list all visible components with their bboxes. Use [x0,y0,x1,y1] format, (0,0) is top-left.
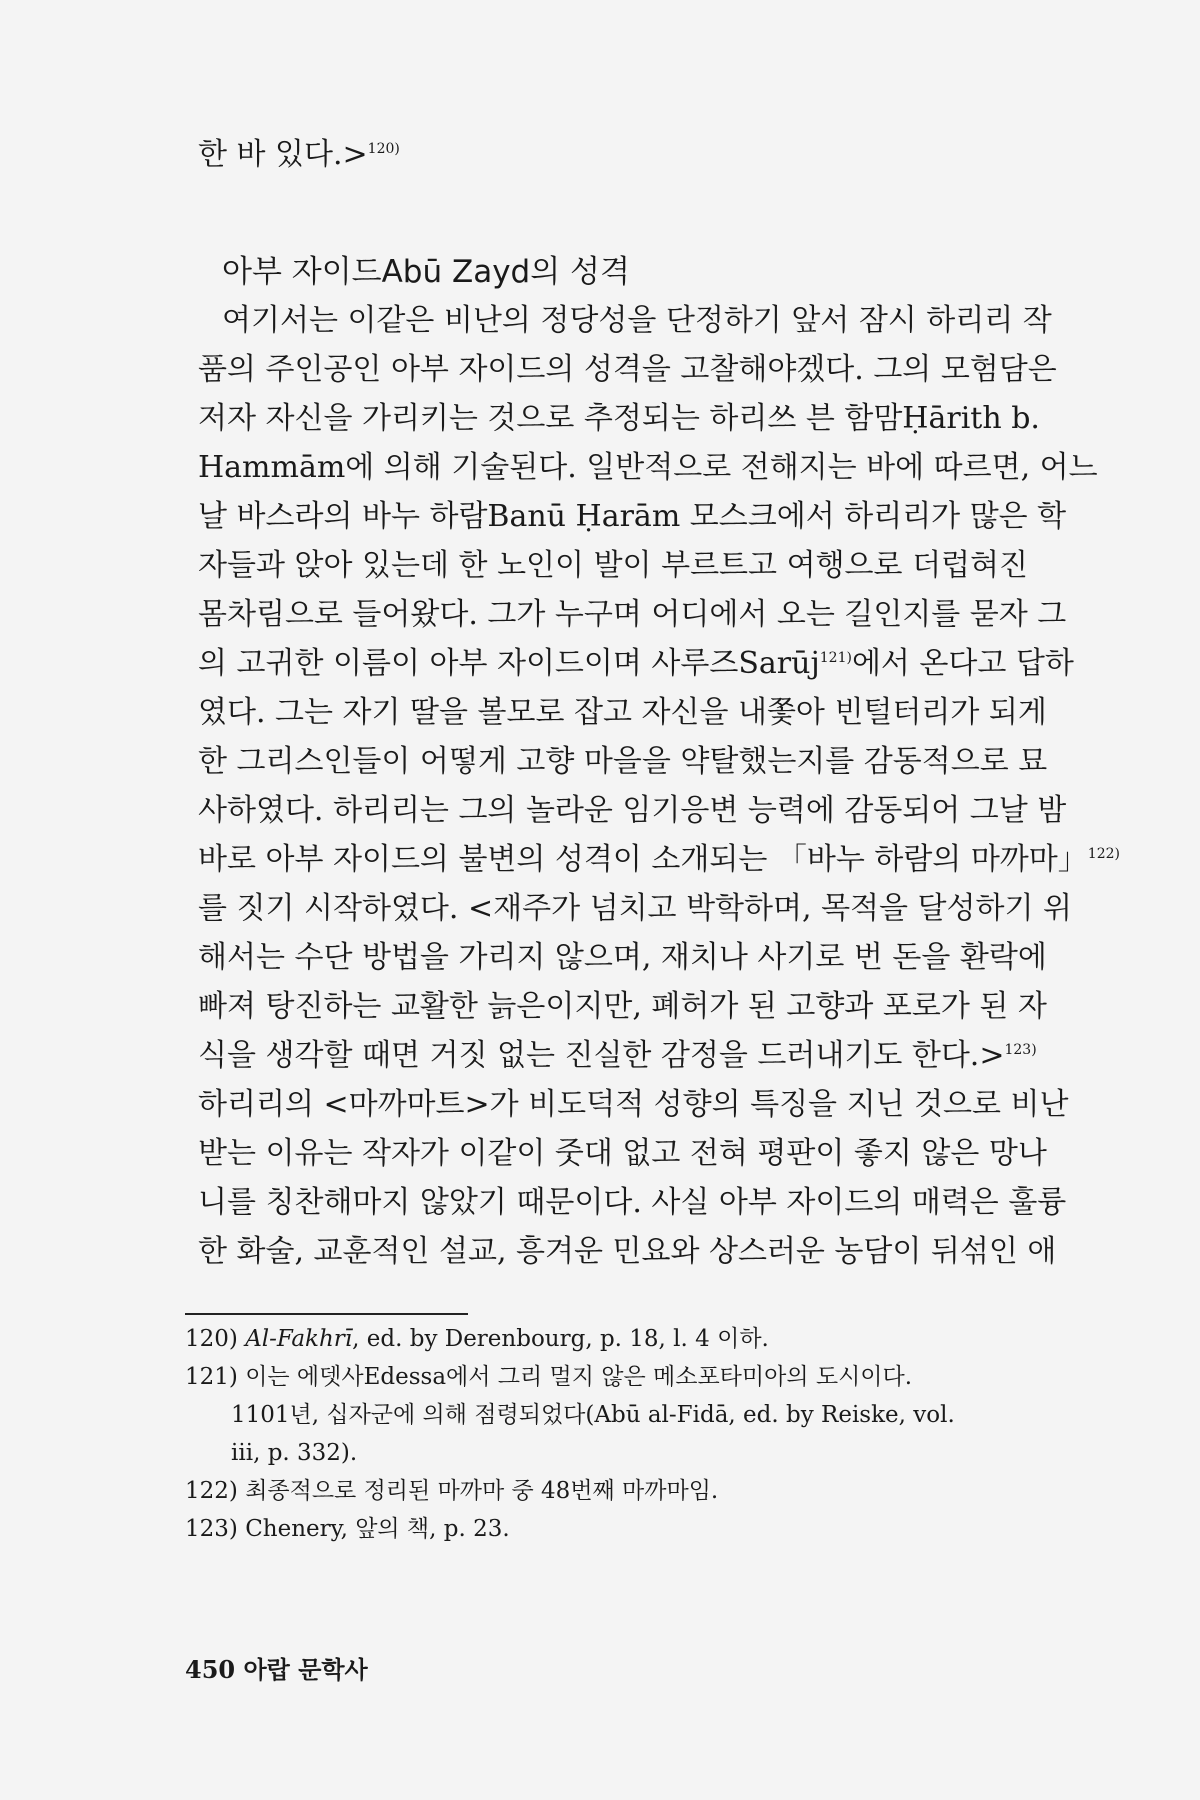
footnote-text: 이는 에뎃사Edessa에서 그리 멀지 않은 메소포타미아의 도시이다. [245,1364,913,1390]
paragraph-line: 날 바스라의 바누 하람Banū Ḥarām 모스크에서 하리리가 많은 학 [198,499,1067,534]
footnote-ref-121: 121) [819,650,852,666]
paragraph-line-text: 식을 생각할 때면 거짓 없는 진실한 감정을 드러내기도 한다.> [198,1038,1005,1073]
paragraph-line: 해서는 수단 방법을 가리지 않으며, 재치나 사기로 번 돈을 환락에 [198,940,1047,975]
running-title: 아랍 문학사 [243,1655,368,1684]
footnote-121 [185,1358,1030,1396]
footnote-title: Al-Fakhrī [245,1326,353,1352]
paragraph-line: 사하였다. 하리리는 그의 놀라운 임기응변 능력에 감동되어 그날 밤 [198,793,1067,828]
quote-end-text: 한 바 있다.> [198,137,368,172]
heading-latin-name: Abū Zayd [381,254,531,290]
paragraph-line: 빠져 탕진하는 교활한 늙은이지만, 폐허가 된 고향과 포로가 된 자 [198,989,1047,1024]
footnote-121-continuation: iii, p. 332). [231,1440,358,1466]
paragraph-line: 몸차림으로 들어왔다. 그가 누구며 어디에서 오는 길인지를 묻자 그 [198,597,1067,632]
paragraph-line-text: 의 고귀한 이름이 아부 자이드이며 사루즈Sarūj [198,646,820,681]
body-text-top [198,130,1028,179]
heading-korean-name: 아부 자이드 [222,254,382,290]
paragraph-line: 하리리의 <마까마트>가 비도덕적 성향의 특징을 지닌 것으로 비난 [198,1087,1069,1122]
paragraph-line: 품의 주인공인 아부 자이드의 성격을 고찰해야겠다. 그의 모험담은 [198,352,1057,387]
paragraph-line: 니를 칭찬해마지 않았기 때문이다. 사실 아부 자이드의 매력은 훌륭 [198,1185,1067,1220]
footnote-text: Chenery, 앞의 책, p. 23. [245,1516,510,1542]
footnote-ref-122: 122) [1087,846,1120,862]
page-number: 450 [185,1655,236,1684]
paragraph-line: 저자 자신을 가리키는 것으로 추정되는 하리쓰 븐 함맘Ḥārith b. [198,401,1040,436]
paragraph-line [198,835,1120,884]
footnote-text: 최종적으로 정리된 마까마 중 48번째 마까마임. [245,1478,719,1504]
footnote-120 [185,1320,1030,1358]
paragraph-line-text: 에서 온다고 답하 [851,646,1074,681]
paragraph-line: 여기서는 이같은 비난의 정당성을 단정하기 앞서 잠시 하리리 작 [222,303,1052,338]
paragraph-line: 한 그리스인들이 어떻게 고향 마을을 약탈했는지를 감동적으로 묘 [198,744,1048,779]
paragraph-line [198,1031,1037,1080]
paragraph-line: 자들과 앉아 있는데 한 노인이 발이 부르트고 여행으로 더럽혀진 [198,548,1028,583]
quote-end-line [198,130,1028,179]
paragraph-line: 였다. 그는 자기 딸을 볼모로 잡고 자신을 내쫓아 빈털터리가 되게 [198,695,1047,730]
footnote-number: 121) [185,1364,238,1390]
paragraph-line: 를 짓기 시작하였다. <재주가 넘치고 박학하며, 목적을 달성하기 위 [198,891,1072,926]
footnote-ref-120: 120) [367,141,400,157]
footnote-123 [185,1510,1030,1548]
footnote-121-continuation: 1101년, 십자군에 의해 점령되었다(Abū al-Fidā, ed. by Reiske, vol. [231,1402,955,1428]
page-footer [185,1650,368,1685]
footnote-122 [185,1472,1030,1510]
footnote-divider [185,1313,468,1315]
paragraph-line: 한 화술, 교훈적인 설교, 흥겨운 민요와 상스러운 농담이 뒤섞인 애 [198,1234,1057,1269]
section-heading [222,246,630,291]
footnote-number: 123) [185,1516,238,1542]
footnotes [185,1320,1030,1548]
body-paragraph [198,296,1120,1276]
paragraph-line [198,639,1074,688]
paragraph-line: 받는 이유는 작자가 이같이 줏대 없고 전혀 평판이 좋지 않은 망나 [198,1136,1047,1171]
footnote-number: 120) [185,1326,238,1352]
paragraph-line: Hammām에 의해 기술된다. 일반적으로 전해지는 바에 따르면, 어느 [198,450,1098,485]
paragraph-line-text: 바로 아부 자이드의 불변의 성격이 소개되는 「바누 하람의 마까마」 [198,842,1088,877]
footnote-ref-123: 123) [1004,1042,1037,1058]
footnote-text: , ed. by Derenbourg, p. 18, l. 4 이하. [352,1326,769,1352]
heading-korean-suffix: 의 성격 [530,254,630,290]
footnote-number: 122) [185,1478,238,1504]
